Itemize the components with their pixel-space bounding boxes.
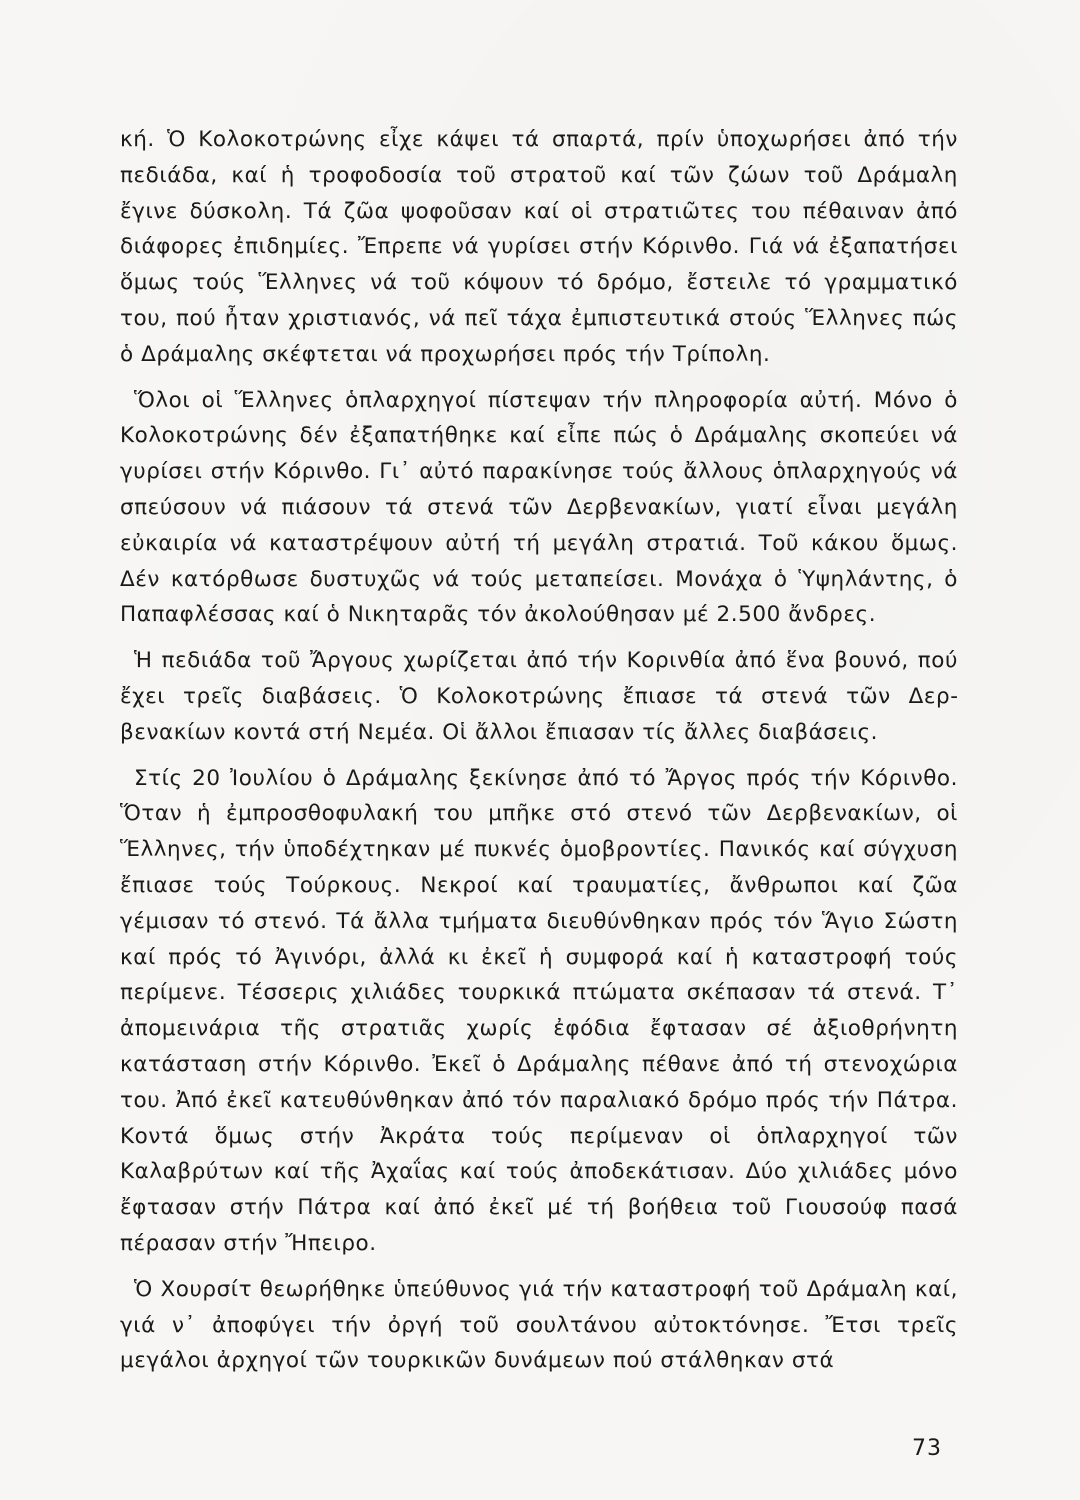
- paragraph-5: Ὁ Χουρσίτ θεωρήθηκε ὑπεύθυνος γιά τήν καταστροφή τοῦ Δράμαλη καί, γιά ν᾽ ἀποφύγει τήν ὀργή τοῦ σουλτάνου αὐτοκτόνησε. Ἔτσι τρεῖς μεγάλοι ἀρχηγοί τῶν τουρκικῶν δυνάμεων πού στάλθηκαν στά: [120, 1276, 958, 1374]
- body-text: [120, 122, 958, 1389]
- page-number: 73: [912, 1436, 942, 1461]
- paragraph-4: Στίς 20 Ἰουλίου ὁ Δράμαλης ξεκίνησε ἀπό τό Ἄργος πρός τήν Κόρινθο. Ὅταν ἡ ἐμπροσθοφυλακή του μπῆκε στό στενό τῶν Δερβενακίων, οἱ Ἕλληνες, τήν ὑποδέχτηκαν μέ πυκνές ὁμοβροντίες. Πανικός καί σύγχυση ἔπιασε τούς Τούρκους. Νεκροί καί τραυματίες, ἄνθρωποι καί ζῶα γέμισαν τό στενό. Τά ἄλλα τμήματα διευθύνθηκαν πρός τόν Ἅγιο Σώστη καί πρός τό Ἀγινόρι, ἀλλά κι ἐκεῖ ἡ συμφορά καί ἡ καταστροφή τούς περίμενε. Τέσσερις χιλιάδες τουρκικά πτώματα σκέπασαν τά στενά. Τ᾽ ἀπομεινάρια τῆς στρατιᾶς χωρίς ἐφόδια ἔφτασαν σέ ἀξιοθρήνητη κατάσταση στήν Κόρινθο. Ἐκεῖ ὁ Δράμαλης πέθανε ἀπό τή στενοχώρια του. Ἀπό ἐκεῖ κατευθύνθηκαν ἀπό τόν παραλιακό δρόμο πρός τήν Πάτρα. Κοντά ὅμως στήν Ἀκράτα τούς περίμεναν οἱ ὁπλαρχηγοί τῶν Καλαβρύτων καί τῆς Ἀχαΐας καί τούς ἀποδεκάτισαν. Δύο χιλιάδες μόνο ἔφτασαν στήν Πάτρα καί ἀπό ἐκεῖ μέ τή βοήθεια τοῦ Γιουσούφ πασά πέρασαν στήν Ἤπειρο.: [120, 765, 958, 1256]
- paragraph-1: κή. Ὁ Κολοκοτρώνης εἶχε κάψει τά σπαρτά, πρίν ὑποχωρήσει ἀπό τήν πεδιάδα, καί ἡ τροφοδοσία τοῦ στρατοῦ καί τῶν ζώων τοῦ Δράμαλη ἔγινε δύσκολη. Τά ζῶα ψοφοῦσαν καί οἱ στρατιῶτες του πέθαιναν ἀπό διάφορες ἐπιδημίες. Ἔπρεπε νά γυρίσει στήν Κόρινθο. Γιά νά ἐξαπατήσει ὅμως τούς Ἕλληνες νά τοῦ κόψουν τό δρόμο, ἔστειλε τό γραμματικό του, πού ἦταν χριστιανός, νά πεῖ τάχα ἐμπιστευτικά στούς Ἕλληνες πώς ὁ Δράμαλης σκέφτεται νά προχωρήσει πρός τήν Τρίπολη.: [120, 127, 958, 367]
- paragraph-3: Ἡ πεδιάδα τοῦ Ἄργους χωρίζεται ἀπό τήν Κορινθία ἀπό ἕνα βουνό, πού ἔχει τρεῖς διαβάσεις. Ὁ Κολοκοτρώνης ἔπιασε τά στενά τῶν Δερβενακίων κοντά στή Νεμέα. Οἱ ἄλλοι ἔπιασαν τίς ἄλλες διαβάσεις.: [120, 648, 958, 745]
- paragraph-2: Ὅλοι οἱ Ἕλληνες ὁπλαρχηγοί πίστεψαν τήν πληροφορία αὐτή. Μόνο ὁ Κολοκοτρώνης δέν ἐξαπατήθηκε καί εἶπε πώς ὁ Δράμαλης σκοπεύει νά γυρίσει στήν Κόρινθο. Γι᾽ αὐτό παρακίνησε τούς ἄλλους ὁπλαρχηγούς νά σπεύσουν νά πιάσουν τά στενά τῶν Δερβενακίων, γιατί εἶναι μεγάλη εὐκαιρία νά καταστρέψουν αὐτή τή μεγάλη στρατιά. Τοῦ κάκου ὅμως. Δέν κατόρθωσε δυστυχῶς νά τούς μεταπείσει. Μονάχα ὁ Ὑψηλάντης, ὁ Παπαφλέσσας καί ὁ Νικηταρᾶς τόν ἀκολούθησαν μέ 2.500 ἄνδρες.: [120, 387, 958, 628]
